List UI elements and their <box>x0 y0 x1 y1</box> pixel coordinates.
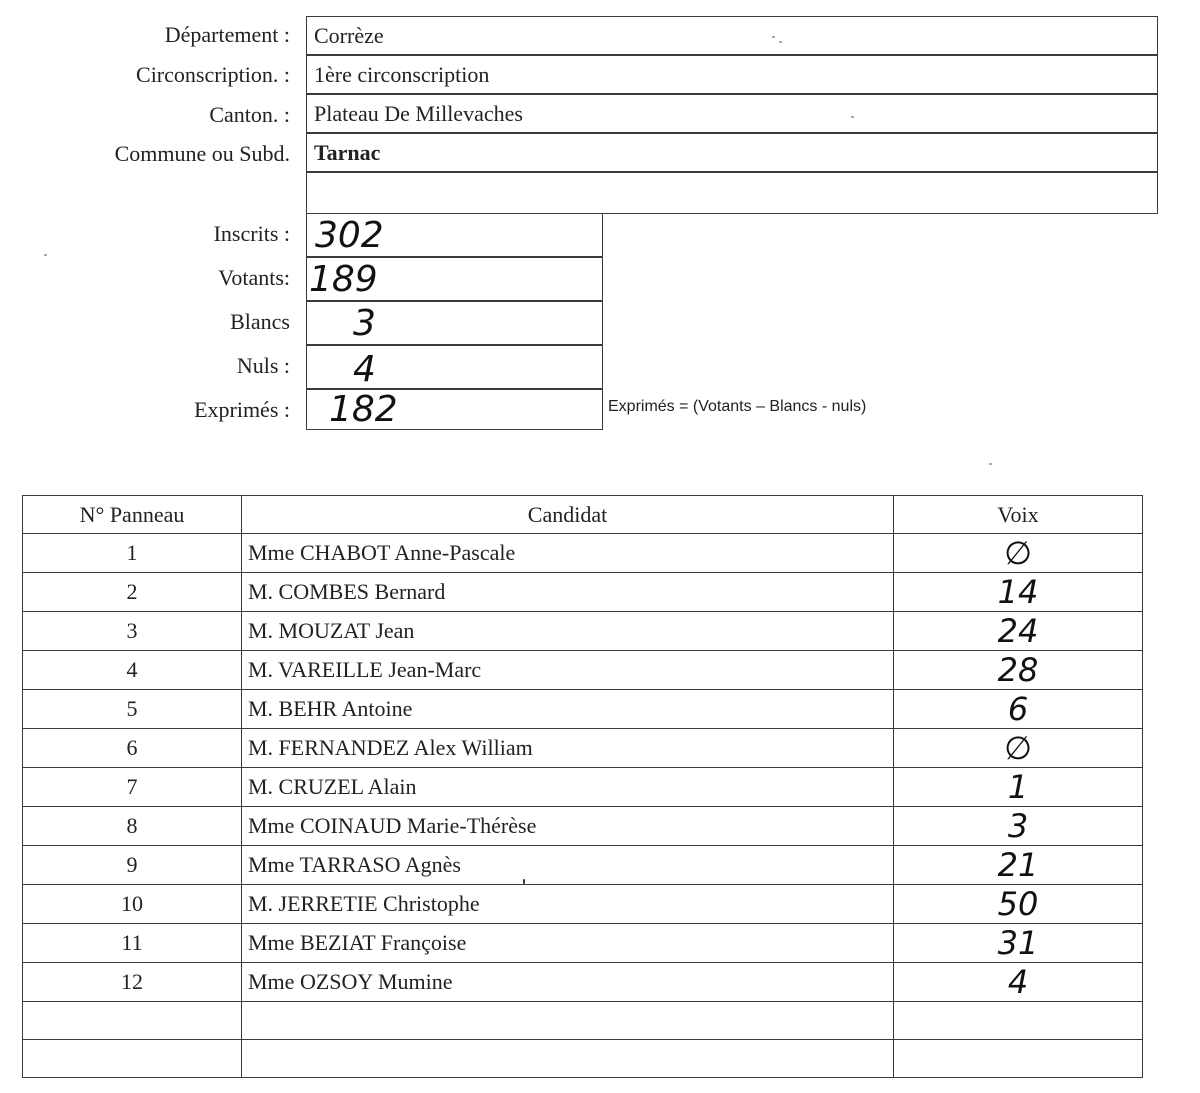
label-canton: Canton. : <box>209 102 290 127</box>
cell-candidat: M. CRUZEL Alain <box>242 768 894 807</box>
box-exprimes <box>306 389 603 430</box>
field-commune: Tarnac <box>306 133 1158 172</box>
exprimes-formula-note: Exprimés = (Votants – Blancs - nuls) <box>608 398 867 415</box>
cell-candidat: Mme CHABOT Anne-Pascale <box>242 534 894 573</box>
cell-panneau: 11 <box>23 924 242 963</box>
value-exprimes: 182 <box>329 389 398 430</box>
table-row <box>23 651 1143 690</box>
cell-candidat: M. VAREILLE Jean-Marc <box>242 651 894 690</box>
label-votants: Votants: <box>218 265 290 290</box>
cell-panneau: 4 <box>23 651 242 690</box>
table-row <box>23 612 1143 651</box>
cell-panneau: 2 <box>23 573 242 612</box>
column-header-candidat: Candidat <box>242 496 894 534</box>
table-row <box>23 885 1143 924</box>
field-canton: Plateau De Millevaches <box>306 94 1158 133</box>
cell-candidat: M. MOUZAT Jean <box>242 612 894 651</box>
cell-voix: ∅ <box>894 534 1143 573</box>
box-votants <box>306 257 603 301</box>
cell-voix: 21 <box>894 846 1143 885</box>
cell-candidat: Mme BEZIAT Françoise <box>242 924 894 963</box>
table-row <box>23 924 1143 963</box>
cell-panneau <box>23 1040 242 1078</box>
cell-candidat: Mme COINAUD Marie-Thérèse <box>242 807 894 846</box>
cell-panneau: 9 <box>23 846 242 885</box>
label-nuls: Nuls : <box>236 353 290 378</box>
table-row <box>23 729 1143 768</box>
cell-voix <box>894 1002 1143 1040</box>
cell-voix: 31 <box>894 924 1143 963</box>
label-circonscription: Circonscription. : <box>136 62 290 87</box>
cell-candidat <box>242 1002 894 1040</box>
label-inscrits: Inscrits : <box>213 221 290 246</box>
table-row <box>23 768 1143 807</box>
cell-voix: 24 <box>894 612 1143 651</box>
cell-voix: 14 <box>894 573 1143 612</box>
cell-candidat: Mme TARRASO Agnès <box>242 846 894 885</box>
column-header-panneau: N° Panneau <box>23 496 242 534</box>
cell-panneau: 8 <box>23 807 242 846</box>
scan-speck <box>779 41 782 43</box>
scan-speck <box>851 116 854 118</box>
cell-panneau: 5 <box>23 690 242 729</box>
field-departement: Corrèze <box>306 16 1158 55</box>
cell-candidat: Mme OZSOY Mumine <box>242 963 894 1002</box>
cell-candidat <box>242 1040 894 1078</box>
value-nuls: 4 <box>353 349 376 390</box>
cell-voix: 3 <box>894 807 1143 846</box>
cell-panneau: 12 <box>23 963 242 1002</box>
label-departement: Département : <box>164 22 290 47</box>
table-row <box>23 1040 1143 1078</box>
cell-candidat: M. BEHR Antoine <box>242 690 894 729</box>
field-extra <box>306 172 1158 214</box>
label-exprimes: Exprimés : <box>194 397 290 422</box>
label-blancs: Blancs <box>230 309 290 334</box>
column-header-voix: Voix <box>894 496 1143 534</box>
table-row <box>23 963 1143 1002</box>
table-row <box>23 534 1143 573</box>
cell-candidat: M. JERRETIE Christophe <box>242 885 894 924</box>
field-circonscription: 1ère circonscription <box>306 55 1158 94</box>
cell-panneau: 7 <box>23 768 242 807</box>
table-row <box>23 690 1143 729</box>
cell-panneau: 10 <box>23 885 242 924</box>
cell-voix: 6 <box>894 690 1143 729</box>
cell-voix <box>894 1040 1143 1078</box>
results-table <box>22 495 1143 1078</box>
cell-panneau <box>23 1002 242 1040</box>
value-votants: 189 <box>309 259 378 300</box>
table-header-row <box>23 496 1143 534</box>
scan-speck <box>44 254 47 256</box>
scan-speck <box>989 463 992 465</box>
table-row <box>23 807 1143 846</box>
table-row <box>23 1002 1143 1040</box>
label-commune: Commune ou Subd. <box>114 141 290 166</box>
cell-voix: ∅ <box>894 729 1143 768</box>
cell-candidat: M. FERNANDEZ Alex William <box>242 729 894 768</box>
table-row <box>23 573 1143 612</box>
cell-voix: 50 <box>894 885 1143 924</box>
cell-voix: 4 <box>894 963 1143 1002</box>
scan-speck <box>523 879 525 884</box>
value-inscrits: 302 <box>315 215 384 256</box>
cell-candidat: M. COMBES Bernard <box>242 573 894 612</box>
scan-speck <box>772 36 775 38</box>
value-blancs: 3 <box>353 303 376 344</box>
cell-panneau: 3 <box>23 612 242 651</box>
cell-panneau: 6 <box>23 729 242 768</box>
cell-panneau: 1 <box>23 534 242 573</box>
box-nuls <box>306 345 603 389</box>
cell-voix: 28 <box>894 651 1143 690</box>
table-row <box>23 846 1143 885</box>
cell-voix: 1 <box>894 768 1143 807</box>
box-blancs <box>306 301 603 345</box>
box-inscrits <box>306 213 603 257</box>
